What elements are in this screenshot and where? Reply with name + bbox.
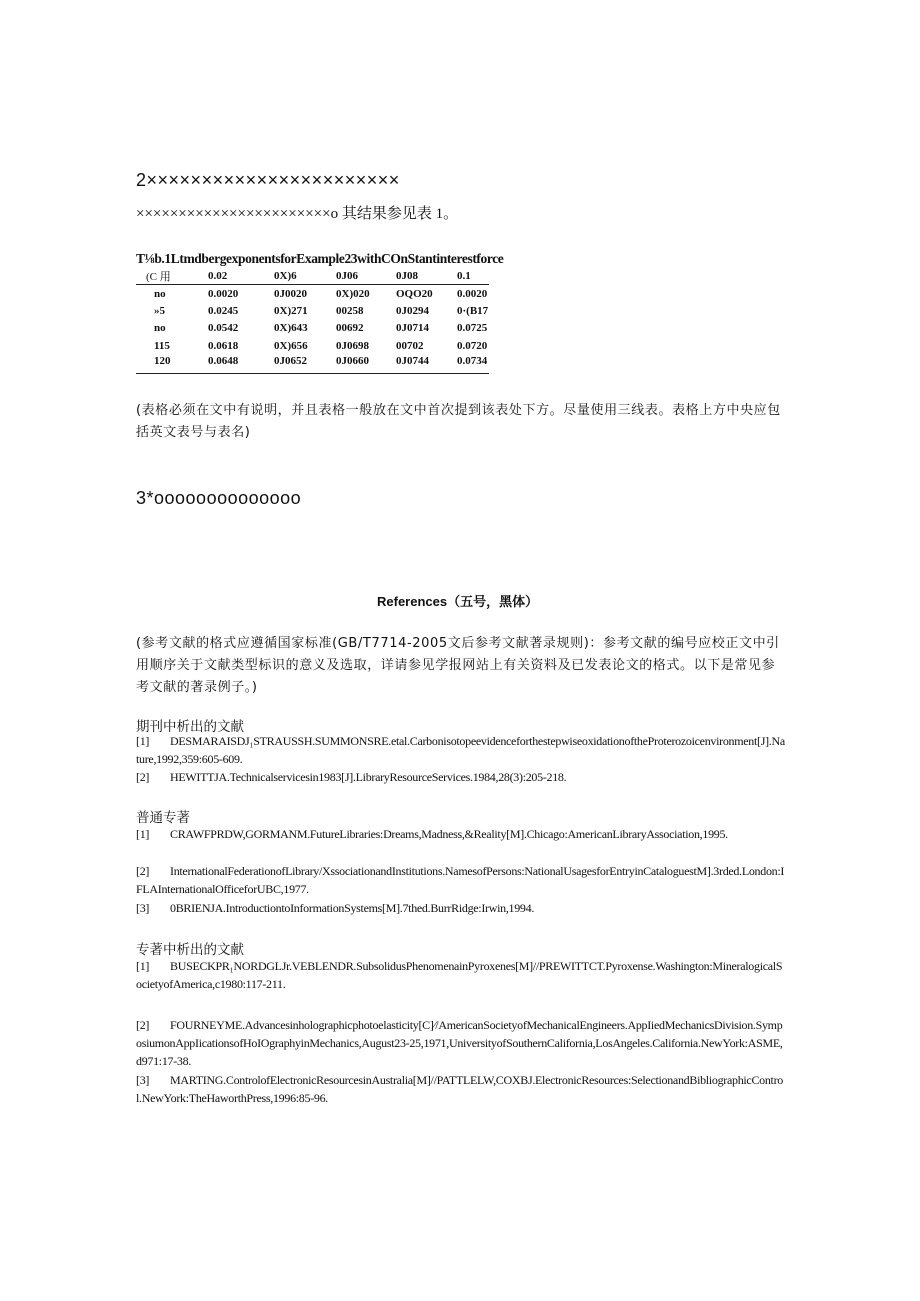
table-cell: »5	[154, 304, 165, 317]
table-header-row	[136, 267, 489, 285]
table-header-cell: 0J08	[396, 267, 457, 285]
table-header-cell: 0X)6	[274, 267, 336, 285]
table-cell: 0.0734	[457, 354, 488, 367]
reference-number: [3]	[136, 1073, 150, 1087]
table-cell: 0J0652	[274, 354, 307, 367]
reference-number: [1]	[136, 734, 150, 748]
table-cell: 115	[154, 339, 170, 352]
table-cell: 0.0720	[457, 339, 488, 352]
table-cell: no	[154, 287, 166, 300]
data-table	[136, 267, 489, 374]
reference-item	[136, 768, 786, 786]
reference-number: [2]	[136, 1018, 150, 1032]
table-row	[136, 355, 489, 374]
section-3-heading: 3*oooooooooooooo	[136, 488, 302, 508]
references-note: (参考文献的格式应遵循国家标准(GB/T7714-2005文后参考文献著录规则)：参考文献的编号应校正文中引用顺序关于文献类型标识的意义及选取，详请参见学报网站上有关资料及已发表论文的格式。以下是常见参考文献的著录例子。)	[136, 636, 780, 695]
table-cell: 0.0020	[457, 287, 488, 300]
table-header-cell: 0J06	[336, 267, 396, 285]
table-cell: 0.0648	[208, 354, 239, 367]
table-cell: 0.0618	[208, 339, 239, 352]
table-cell: 0.0245	[208, 304, 239, 317]
reference-item	[136, 1071, 786, 1107]
reference-text: InternationalFederationofLibrary/XssociationandInstitutions.NamesofPersons:NationalUsagesforEntryinCataloguestM].3rded.London:IFLAInternationalOfficeforUBC,1977.	[136, 864, 785, 896]
table-cell: 0.0542	[208, 322, 239, 335]
reference-text: DESMARAISDJ₁STRAUSSH.SUMMONSRE.etal.CarbonisotopeevidenceforthestepwiseoxidationoftheProterozoicenvironment[J].Nature,1992,359:605-609.	[136, 734, 785, 766]
reference-item	[136, 862, 786, 898]
reference-text: MARTING.ControlofElectronicResourcesinAustralia[M]//PATTLELW,COXBJ.ElectronicResources:SelectionandBibliographicControl.NewYork:TheHaworthPress,1996:85-96.	[136, 1073, 783, 1105]
table-cell: 00692	[336, 322, 364, 335]
table-cell: 0J0020	[274, 287, 307, 300]
table-cell: 0X)271	[274, 304, 308, 317]
reference-number: [2]	[136, 770, 150, 784]
section-2-text: ×××××××××××××××××××××××o 其结果参见表 1。	[136, 206, 459, 222]
table-cell: 0X)656	[274, 339, 308, 352]
table-row	[136, 337, 489, 355]
reference-number: [1]	[136, 959, 150, 973]
reference-number: [2]	[136, 864, 150, 878]
table-cell: no	[154, 322, 166, 335]
table-cell: 0.0020	[208, 287, 239, 300]
table-note: (表格必须在文中有说明，并且表格一般放在文中首次提到该表处下方。尽量使用三线表。表格上方中央应包括英文表号与表名)	[136, 403, 781, 440]
reference-item	[136, 957, 786, 993]
table-cell: 0·(B17	[457, 304, 489, 317]
table-cell: 0J0714	[396, 322, 429, 335]
references-title: References（五号，黑体）	[377, 594, 539, 609]
reference-item	[136, 1016, 786, 1070]
reference-text: 0BRIENJA.IntroductiontoInformationSystems[M].7thed.BurrRidge:Irwin,1994.	[170, 901, 535, 915]
table-cell: 0J0698	[336, 339, 369, 352]
section-2-heading: 2×××××××××××××××××××××××	[136, 170, 400, 190]
reference-item	[136, 825, 786, 843]
reference-text: BUSECKPR₁NORDGLJr.VEBLENDR.SubsolidusPhenomenainPyroxenes[M]//PREWITTCT.Pyroxense.Washington:MineralogicalSocietyofAmerica,c1980:117-211.	[136, 959, 783, 991]
table-row	[136, 302, 489, 320]
ref-group-label: 期刊中析出的文献	[136, 719, 244, 735]
table-cell: 0X)643	[274, 322, 308, 335]
table-cell: 00702	[396, 339, 424, 352]
reference-number: [3]	[136, 901, 150, 915]
ref-group-label: 专著中析出的文献	[136, 942, 244, 958]
reference-text: CRAWFPRDW,GORMANM.FutureLibraries:Dreams,Madness,&Reality[M].Chicago:AmericanLibraryAssociation,1995.	[170, 827, 728, 841]
table-cell: 0X)020	[336, 287, 370, 300]
table-header-cell: (C 用	[136, 267, 208, 285]
table-cell: 0.0725	[457, 322, 488, 335]
table-cell: OQO20	[396, 287, 433, 300]
table-row	[136, 320, 489, 338]
table-cell: 0J0660	[336, 354, 369, 367]
table-cell: 0J0294	[396, 304, 429, 317]
table-cell: 120	[154, 354, 171, 367]
ref-group-label: 普通专著	[136, 810, 190, 826]
reference-item	[136, 899, 786, 917]
table-header-cell: 0.1	[457, 267, 489, 285]
reference-text: FOURNEYME.Advancesinholographicphotoelasticity[C]∕/AmericanSocietyofMechanicalEngineers.AppIiedMechanicsDivision.SymposiumonAppIicationsofHoIOgraphyinMechanics,August23-25,1971,UniversityofSouthernCalifornia,LosAngeles.California.NewYork:ASME,d971:17-38.	[136, 1018, 783, 1068]
reference-text: HEWITTJA.Technicalservicesin1983[J].LibraryResourceServices.1984,28(3):205-218.	[170, 770, 567, 784]
table-header-cell: 0.02	[208, 267, 274, 285]
table-row	[136, 285, 489, 303]
table-caption: T⅛b.1LtmdbergexponentsforExample23withCOnStantinterestforce	[136, 251, 504, 266]
reference-item	[136, 732, 786, 768]
table-cell: 0J0744	[396, 354, 429, 367]
table-cell: 00258	[336, 304, 364, 317]
reference-number: [1]	[136, 827, 150, 841]
